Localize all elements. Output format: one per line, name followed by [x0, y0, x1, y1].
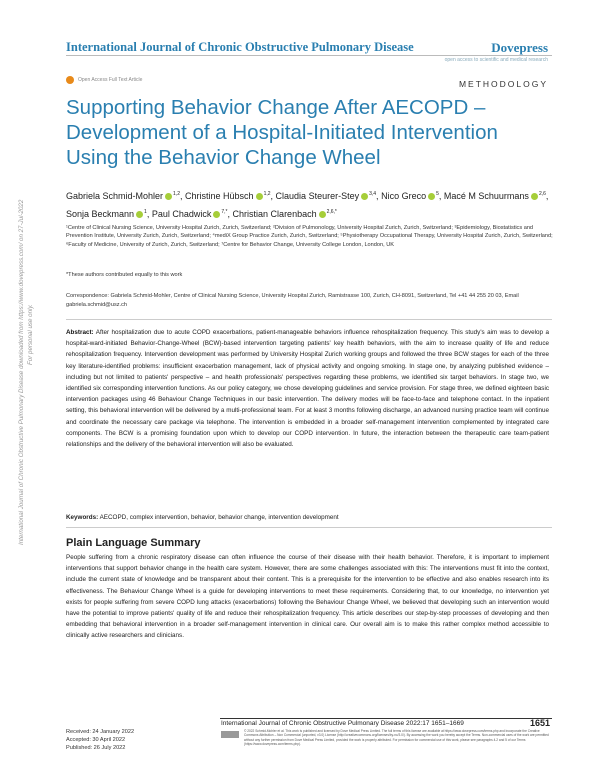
orcid-icon[interactable]	[213, 211, 220, 218]
published-date: Published: 26 July 2022	[66, 745, 126, 751]
author-separator: ,	[146, 209, 150, 219]
orcid-icon[interactable]	[531, 193, 538, 200]
journal-title: International Journal of Chronic Obstructive Pulmonary Disease	[66, 40, 414, 54]
author-name: Christian Clarenbach	[232, 209, 317, 219]
license-text: © 2022 Schmid-Mohler et al. This work is published and licensed by Dove Medical Press Limited. The full terms of this license are available at https://www.dovepress.com/terms.php and incorporate the Creative Commons Attribution – Non Commercial (unported, v3.0) License (http://creativecommons.org/licenses/by-nc/3.0/). By accessing the work you hereby accept the Terms. Non-commercial uses of the work are permitted without any further permission from Dove Medical Press Limited, provided the work is properly attributed. For permission for commercial use of this work, please see paragraphs 4.2 and 5 of our Terms (https://www.dovepress.com/terms.php).	[244, 729, 549, 747]
cc-license-icon[interactable]	[221, 731, 239, 738]
open-access-label	[66, 76, 142, 84]
author-name: Macé M Schuurmans	[443, 191, 529, 201]
author-name: Sonja Beckmann	[66, 209, 135, 219]
accepted-date: Accepted: 30 April 2022	[66, 737, 126, 743]
keywords	[66, 514, 549, 521]
orcid-icon[interactable]	[319, 211, 326, 218]
author-name: Claudia Steurer-Stey	[275, 191, 360, 201]
author	[66, 191, 183, 201]
author-separator: ,	[376, 191, 379, 201]
publisher-logo[interactable]: Dovepress	[491, 40, 548, 55]
download-sidebar	[18, 125, 46, 545]
page-number: 1651	[529, 718, 550, 728]
author-affiliation-sup: 7,*	[221, 209, 228, 215]
plain-summary-text: People suffering from a chronic respiratory disease can often influence the course of their disease with their health behavior. Therefore, it is important to implement interventions that support behavior change in the health care system. However, there are some challenges associated with this: The interventions must fit into the context, include the current state of knowledge and be transparent about their content. This is a prerequisite for the intervention to be effective and also enables research into its effectiveness. The Behaviour Change Wheel is a guide for developing interventions to meet these requirements. Considering that, to our knowledge, no intervention yet exists for people suffering from severe COPD lung attacks (exacerbations) following the Behaviour Change Wheel, we believed that developing such an intervention would have the potential to improve patients' quality of life and reduce their rehospitalization frequency. This article describes our step-by-step processes of developing and then embedding that behavioral intervention in a broader self-management intervention in clinical care. Our overall aim is to make this rather complex method accessible to clinically active researchers and clinicians.	[66, 554, 549, 640]
orcid-icon[interactable]	[165, 193, 172, 200]
footer-divider	[220, 718, 552, 719]
orcid-icon[interactable]	[256, 193, 263, 200]
abstract-label: Abstract:	[66, 329, 94, 336]
open-access-text: Open Access Full Text Article	[78, 77, 143, 83]
orcid-icon[interactable]	[361, 193, 368, 200]
divider	[66, 527, 552, 528]
author-affiliation-sup: 2,6	[538, 191, 546, 197]
divider	[66, 319, 552, 320]
author	[444, 191, 549, 201]
article-dates	[66, 728, 134, 752]
section-label: METHODOLOGY	[458, 79, 548, 89]
author-affiliation-sup: 1,2	[263, 191, 271, 197]
author-affiliation-sup: 3,4	[369, 191, 377, 197]
abstract-text: After hospitalization due to acute COPD exacerbations, patient-manageable behaviors influence rehospitalization frequency. This study's aim was to develop a hospital-ward-initiated Behavior-Change-Wheel (BCW)-based intervention targeting patients' key health behaviors, with the aim to increase quality of life and reduce rehospitalization frequency. Intervention development was performed by University Hospital Zurich working groups and followed the three BCW stages for each of the three key literature-identified problems: insufficient exacerbation management, lack of physical activity and ongoing smoking. In stage one, by analyzing published evidence – including but not limited to patients' perspective – and health professionals' perspectives regarding these problems, we identified six target behaviors. In stage two, we identified six corresponding intervention functions. As our policy category, we chose developing guidelines and service provision. For stage three, we defined eighteen basic intervention packages using 46 Behaviour Change Techniques in our basic intervention. The delivery modes will be face-to-face and telephone contact. In the inpatient setting, this behavioral intervention will be delivered by a multi-professional team. For at least 3 months following discharge, an advanced nursing practice team will continue and coordinate the necessary care package via telephone. The intervention is embedded in a broader self-management intervention complemented by integrated care components. The BCW is a promising foundation upon which to develop our COPD intervention. In future, the interaction between the therapeutic care team-patient relationships and the delivery of the behavioral intervention will also be evaluated.	[66, 329, 549, 449]
author	[185, 191, 273, 201]
author-list	[66, 186, 556, 222]
author	[276, 191, 379, 201]
header-divider	[66, 55, 552, 56]
author	[152, 209, 230, 219]
author-name: Paul Chadwick	[151, 209, 212, 219]
orcid-icon[interactable]	[428, 193, 435, 200]
open-access-icon	[66, 76, 74, 84]
keywords-label: Keywords:	[66, 514, 99, 521]
author-separator: ,	[227, 209, 231, 219]
plain-summary-heading: Plain Language Summary	[66, 537, 201, 549]
author-separator: ,	[270, 191, 274, 201]
received-date: Received: 24 January 2022	[66, 729, 135, 735]
author	[233, 209, 337, 219]
author-name: Gabriela Schmid-Mohler	[66, 191, 164, 201]
sidebar-personal-use: For personal use only.	[27, 304, 34, 365]
abstract	[66, 327, 549, 450]
sidebar-download-line: International Journal of Chronic Obstructive Pulmonary Disease downloaded from https://www.dovepress.com/ on 27-Jul-2022	[18, 199, 25, 545]
author-separator: ,	[438, 191, 442, 201]
affiliations: ¹Centre of Clinical Nursing Science, University Hospital Zurich, Zurich, Switzerland; ²Division of Pulmonology, University Hospital Zurich, Zurich, Switzerland; ³Epidemiology, Biostatistics and Prevention Institute, University Zurich, Zurich, Switzerland; ⁴mediX Group Practice Zurich, Zurich, Switzerland; ⁵Physiotherapy Occupational Therapy, University Hospital Zurich, Zurich, Switzerland; ⁶Faculty of Medicine, University of Zurich, Zurich, Switzerland; ⁷Centre for Behavior Change, University College London, London, UK	[66, 225, 553, 248]
footer-journal-ref: International Journal of Chronic Obstructive Pulmonary Disease 2022:17 1651–1669	[221, 720, 464, 727]
author-name: Christine Hübsch	[185, 191, 254, 201]
author-affiliation-sup: 5	[436, 191, 439, 197]
article-title: Supporting Behavior Change After AECOPD – Development of a Hospital-Initiated Intervention Using the Behavior Change Wheel	[66, 96, 498, 169]
correspondence: Correspondence: Gabriela Schmid-Mohler, Centre of Clinical Nursing Science, University Hospital Zurich, Ramistrasse 100, Zurich, CH-8091, Switzerland, Tel +41 44 255 20 03, Email gabriela.schmid@usz.ch	[66, 293, 519, 308]
author-separator: ,	[545, 191, 549, 201]
author	[381, 191, 441, 201]
keywords-text: AECOPD, complex intervention, behavior, behavior change, intervention development	[99, 514, 339, 521]
author	[66, 209, 149, 219]
author-name: Nico Greco	[381, 191, 427, 201]
orcid-icon[interactable]	[136, 211, 143, 218]
author-note: *These authors contributed equally to this work	[66, 272, 183, 278]
author-separator: ,	[180, 191, 183, 201]
publisher-tagline: open access to scientific and medical research	[444, 57, 548, 63]
author-affiliation-sup: 2,6,*	[326, 209, 337, 215]
author-affiliation-sup: 1,2	[173, 191, 180, 197]
author-affiliation-sup: 1	[144, 209, 147, 215]
